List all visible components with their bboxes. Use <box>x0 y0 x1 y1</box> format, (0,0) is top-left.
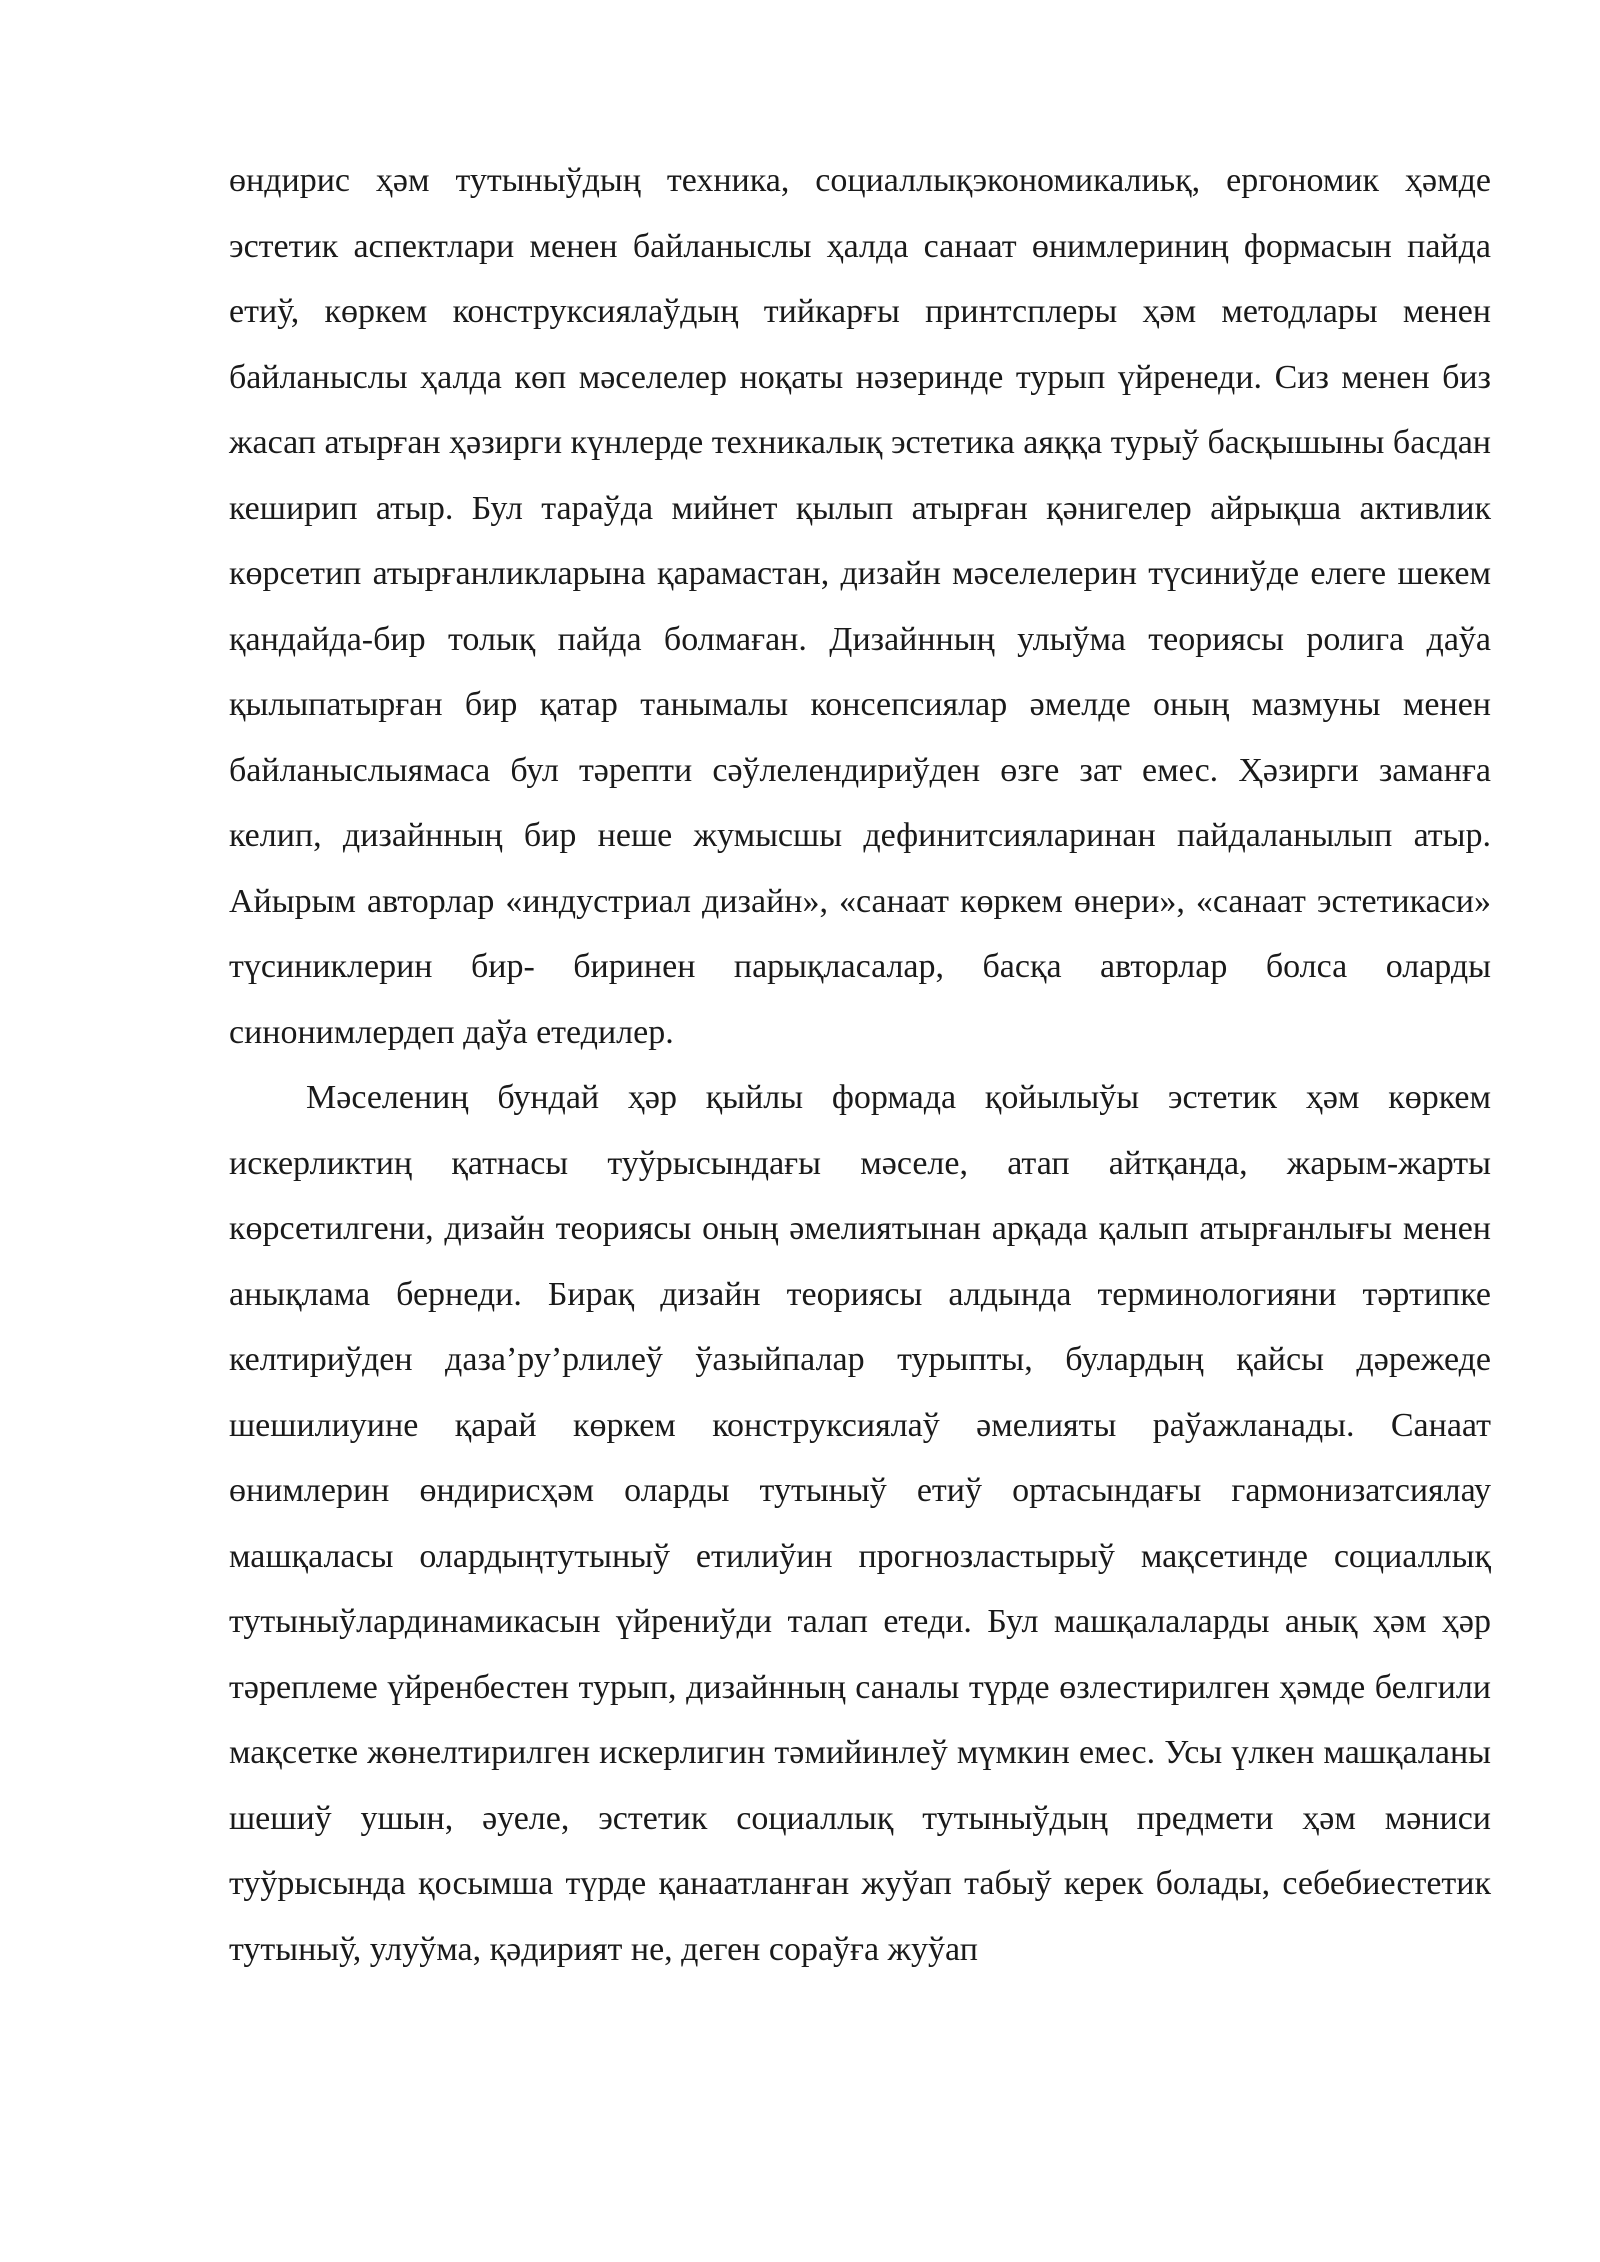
paragraph-2: Мәселениң бундай ҳәр қыйлы формада қойылыўы эстетик ҳәм көркем искерликтиң қатнасы туўрысындағы мәселе, атап айтқанда, жарым-жарты көрсетилгени, дизайн теориясы оның әмелиятынан арқада қалып атырғанлығы менен анықлама бернеди. Бирақ дизайн теориясы алдында терминологияни тәртипке келтириўден даза’ру’рлилеў ўазыйпалар турыпты, булардың қайсы дәрежеде шешилиуине қарай көркем конструксиялаў әмелияты раўажланады. Санаат өнимлерин өндирисҳәм оларды тутыныў етиў ортасындағы гармонизатсиялау машқаласы олардыңтутыныў етилиўин прогнозластырыў мақсетинде социаллық тутыныўлардинамикасын үйрениўди талап етеди. Бул машқалаларды анық ҳәм ҳәр тәреплеме үйренбестен турып, дизайнның саналы түрде өзлестирилген ҳәмде белгили мақсетке жөнелтирилген искерлигин тәмийинлеў мүмкин емес. Усы үлкен машқаланы шешиў ушын, әуеле, эстетик социаллық тутыныўдың предмети ҳәм мәниси туўрысында қосымша түрде қанаатланған жуўап табыў керек болады, себебиестетик тутыныў, улуўма, қәдирият не, деген сораўға жуўап <box>229 1079 1491 1968</box>
document-body <box>229 148 1491 1982</box>
paragraph-1: өндирис ҳәм тутыныўдың техника, социаллықэкономикалиьқ, ергономик ҳәмде эстетик аспектлари менен байланыслы ҳалда санаат өнимлериниң формасын пайда етиў, көркем конструксиялаўдың тийкарғы принтсплеры ҳәм методлары менен байланыслы ҳалда көп мәселелер ноқаты нәзеринде турып үйренеди. Сиз менен биз жасап атырған ҳәзирги күнлерде техникалық эстетика аяққа турыў басқышыны басдан кеширип атыр. Бул тараўда мийнет қылып атырған қәнигелер айрықша активлик көрсетип атырғанликларына қарамастан, дизайн мәселелерин түсиниўде елеге шекем қандайда-бир толық пайда болмаған. Дизайнның улыўма теориясы ролига даўа қылыпатырған бир қатар танымалы консепсиялар әмелде оның мазмуны менен байланыслыямаса бул тәрепти сәўлелендириўден өзге зат емес. Ҳәзирги заманға келип, дизайнның бир неше жумысшы дефинитсияларинан пайдаланылып атыр. Айырым авторлар «индустриал дизайн», «санаат көркем өнери», «санаат эстетикаси» түсиниклерин бир- биринен парықласалар, басқа авторлар болса оларды синонимлердеп даўа етедилер. <box>229 162 1491 1051</box>
